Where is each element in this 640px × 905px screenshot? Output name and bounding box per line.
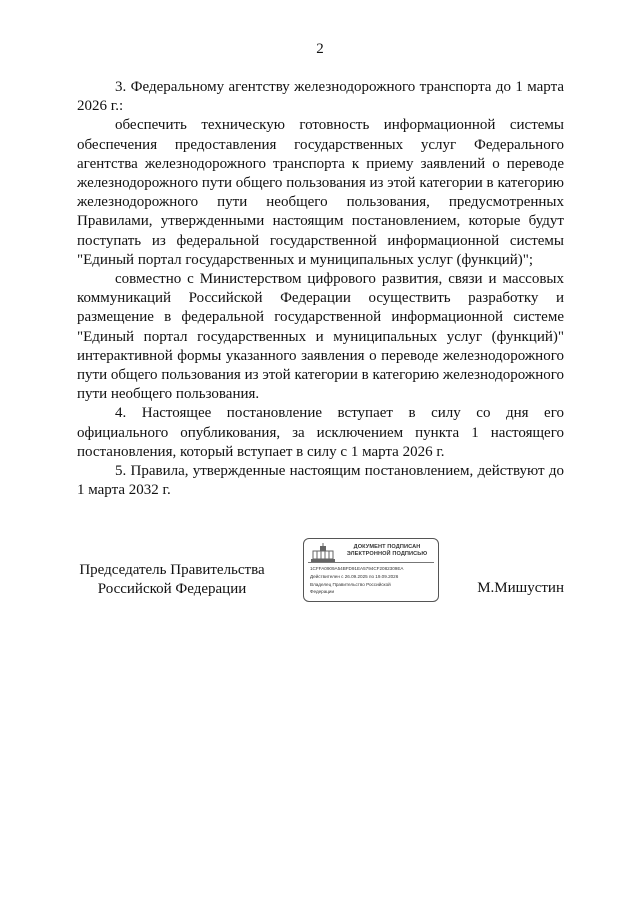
stamp-heading-line-2: ЭЛЕКТРОННОЙ ПОДПИСЬЮ [346,551,428,557]
paragraph-item-3: 3. Федеральному агентству железнодорожного транспорта до 1 марта 2026 г.: [77,79,564,115]
electronic-signature-stamp [303,538,439,602]
signatory-name: М.Мишустин [477,580,564,596]
paragraph-subitem-1: обеспечить техническую готовность информационной системы обеспечения предоставления государственных услуг Федерального агентства железнодорожного транспорта к приему заявлений о переводе железнодорожного пути общего пользования из этой категории в категорию железнодорожного пути необщего пользования, предусмотренных Правилами, утвержденными настоящим постановлением, которые будут поступать из федеральной государственной информационной системы "Единый портал государственных и муниципальных услуг (функций)"; [77,117,564,268]
government-building-icon [310,543,336,563]
document-body [77,78,564,500]
page-number: 2 [316,41,324,57]
paragraph-item-4: 4. Настоящее постановление вступает в силу со дня его официального опубликования, за исключением пункта 1 настоящего постановления, который вступает в силу с 1 марта 2026 г. [77,405,564,460]
stamp-owner-line-1: Владелец Правительство Российской [310,582,391,587]
signatory-title [77,561,267,599]
stamp-divider [308,562,434,563]
paragraph-subitem-2: совместно с Министерством цифрового развития, связи и массовых коммуникаций Российской Федерации осуществить разработку и размещение в федеральной государственной информационной системе "Единый портал государственных и муниципальных услуг (функций)" интерактивной формы указанного заявления о переводе железнодорожного пути общего пользования из этой категории в категорию железнодорожного пути необщего пользования. [77,271,564,403]
paragraph-item-5: 5. Правила, утвержденные настоящим постановлением, действуют до 1 марта 2032 г. [77,463,564,499]
stamp-certificate: 1CFFA0909A54BFD91EA5794CF2082309EA [310,566,404,571]
signatory-title-line-1: Председатель Правительства [79,562,265,578]
signature-block [77,538,564,608]
stamp-heading [340,544,434,558]
stamp-heading-line-1: ДОКУМЕНТ ПОДПИСАН [353,544,421,550]
stamp-owner-line-2: Федерации [310,589,335,594]
signatory-title-line-2: Российской Федерации [97,581,247,598]
stamp-validity: Действителен с 26.09.2025 по 19.09.2026 [310,574,399,579]
